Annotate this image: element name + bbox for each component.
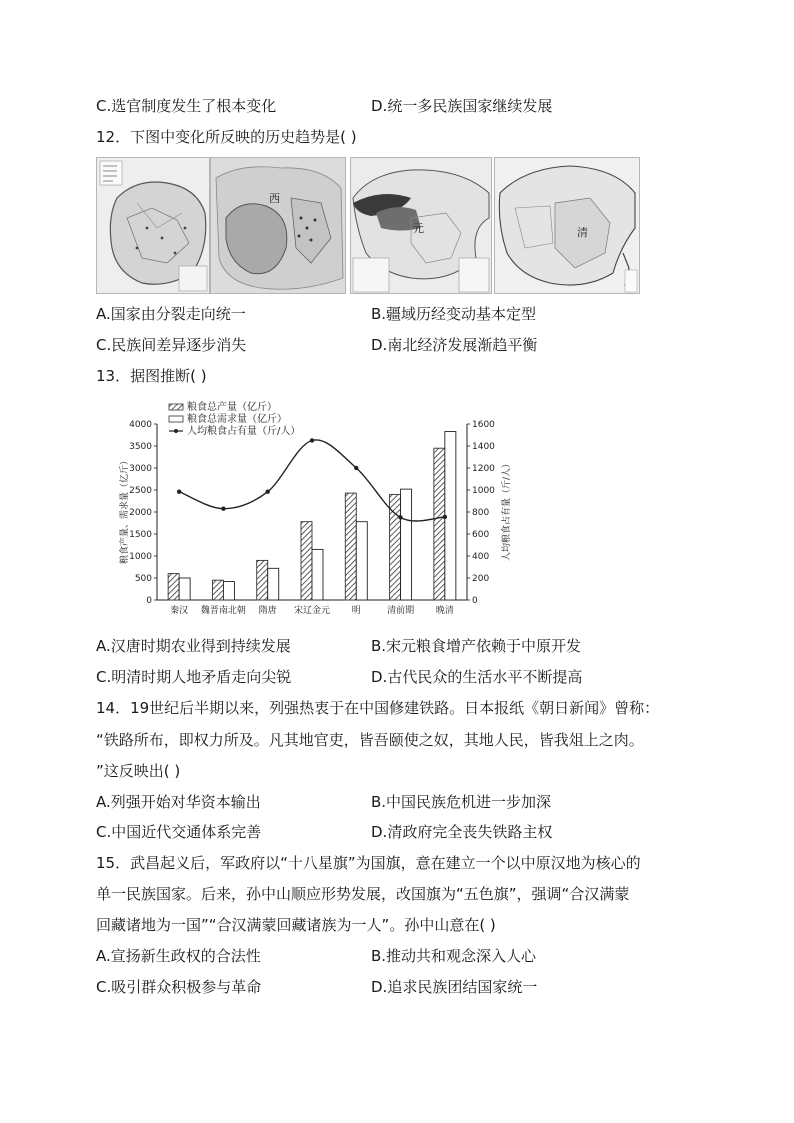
q15-option-a: A.宣扬新生政权的合法性 — [96, 947, 261, 965]
x-tick-label: 宋辽金元 — [293, 606, 331, 616]
y-right-tick-label: 800 — [472, 508, 490, 518]
q14-line-3: ”这反映出( ) — [96, 762, 181, 780]
bar-demand — [312, 549, 323, 600]
per-capita-point — [443, 515, 447, 519]
bar-demand — [268, 568, 279, 600]
bar-demand — [223, 582, 234, 600]
q11-option-d: D.统一多民族国家继续发展 — [371, 97, 553, 115]
y-left-tick-label: 0 — [146, 596, 152, 606]
map-2-label: 西 — [269, 192, 280, 205]
bar-production — [301, 522, 312, 600]
x-tick-label: 魏晋南北朝 — [200, 606, 246, 616]
q13-option-c: C.明清时期人地矛盾走向尖锐 — [96, 668, 292, 686]
y-right-tick-label: 0 — [472, 596, 478, 606]
legend-swatch-demand — [169, 416, 183, 422]
q11-option-c: C.选官制度发生了根本变化 — [96, 97, 277, 115]
q15-option-c: C.吸引群众积极参与革命 — [96, 978, 262, 996]
per-capita-point — [398, 515, 402, 519]
y-axis-left-title: 粮食产量、需求量（亿斤） — [120, 455, 130, 565]
y-left-tick-label: 1000 — [129, 552, 152, 562]
q12-option-c: C.民族间差异逐步消失 — [96, 336, 247, 354]
map-4-qing — [494, 157, 640, 294]
historical-maps-strip — [96, 157, 640, 294]
y-left-tick-label: 2500 — [129, 486, 152, 496]
y-left-tick-label: 4000 — [129, 420, 152, 430]
y-axis-right-title: 人均粮食占有量（斤/人） — [502, 458, 512, 562]
bar-production — [168, 574, 179, 600]
q12-option-a: A.国家由分裂走向统一 — [96, 305, 246, 323]
q15-line-2: 单一民族国家。后来，孙中山顺应形势发展，改国旗为“五色旗”，强调“合汉满蒙 — [96, 885, 630, 903]
y-left-tick-label: 500 — [134, 574, 152, 584]
per-capita-point — [310, 438, 314, 442]
y-left-tick-label: 1500 — [129, 530, 152, 540]
q14-option-b: B.中国民族危机进一步加深 — [371, 793, 552, 811]
plot-area — [129, 420, 495, 616]
q14-line-1: 14．19世纪后半期以来，列强热衷于在中国修建铁路。日本报纸《朝日新闻》曾称： — [96, 699, 660, 717]
bar-production — [434, 448, 445, 600]
q14-line-2: “铁路所布，即权力所及。凡其地官吏，皆吾颐使之奴，其地人民，皆我俎上之肉。 — [96, 731, 644, 749]
per-capita-point — [354, 466, 358, 470]
bar-demand — [401, 489, 412, 600]
chart-legend — [169, 400, 300, 437]
per-capita-point — [177, 489, 181, 493]
map-4-label: 清 — [577, 226, 588, 239]
x-tick-label: 晚清 — [435, 606, 454, 616]
q12-stem: 12．下图中变化所反映的历史趋势是( ) — [96, 128, 357, 146]
per-capita-point — [221, 507, 225, 511]
map-1-han — [96, 157, 210, 294]
q13-option-d: D.古代民众的生活水平不断提高 — [371, 668, 583, 686]
q12-option-d: D.南北经济发展渐趋平衡 — [371, 336, 538, 354]
y-right-tick-label: 1200 — [472, 464, 495, 474]
q13-stem: 13．据图推断( ) — [96, 367, 207, 385]
x-tick-label: 秦汉 — [170, 606, 189, 616]
bar-demand — [356, 522, 367, 600]
per-capita-point — [266, 489, 270, 493]
bar-production — [345, 493, 356, 600]
legend-label-production: 粮食总产量（亿斤） — [187, 402, 277, 413]
y-right-tick-label: 1400 — [472, 442, 495, 452]
q15-line-3: 回藏诸地为一国”“合汉满蒙回藏诸族为一人”。孙中山意在( ) — [96, 916, 496, 934]
bar-demand — [179, 578, 190, 600]
y-right-tick-label: 600 — [472, 530, 490, 540]
q12-option-b: B.疆域历经变动基本定型 — [371, 305, 537, 323]
bar-production — [212, 580, 223, 600]
y-right-tick-label: 200 — [472, 574, 490, 584]
y-left-tick-label: 3500 — [129, 442, 152, 452]
q15-option-b: B.推动共和观念深入人心 — [371, 947, 537, 965]
y-right-tick-label: 400 — [472, 552, 490, 562]
legend-swatch-production — [169, 404, 183, 410]
y-right-tick-label: 1600 — [472, 420, 495, 430]
x-tick-label: 明 — [351, 606, 361, 616]
q13-option-a: A.汉唐时期农业得到持续发展 — [96, 637, 291, 655]
map-3-yuan — [350, 157, 492, 294]
grain-chart — [115, 398, 515, 620]
x-tick-label: 隋唐 — [258, 606, 277, 616]
q14-option-d: D.清政府完全丧失铁路主权 — [371, 823, 553, 841]
map-3-label: 元 — [413, 222, 424, 235]
q15-line-1: 15．武昌起义后，军政府以“十八星旗”为国旗，意在建立一个以中原汉地为核心的 — [96, 854, 641, 872]
map-2-west — [210, 157, 346, 294]
q14-option-a: A.列强开始对华资本输出 — [96, 793, 261, 811]
q14-option-c: C.中国近代交通体系完善 — [96, 823, 262, 841]
bar-production — [257, 560, 268, 600]
legend-label-demand: 粮食总需求量（亿斤） — [187, 414, 287, 425]
q13-option-b: B.宋元粮食增产依赖于中原开发 — [371, 637, 582, 655]
y-left-tick-label: 2000 — [129, 508, 152, 518]
y-left-tick-label: 3000 — [129, 464, 152, 474]
legend-label-per-capita: 人均粮食占有量（斤/人） — [187, 426, 301, 437]
y-right-tick-label: 1000 — [472, 486, 495, 496]
q15-option-d: D.追求民族团结国家统一 — [371, 978, 538, 996]
x-tick-label: 清前期 — [387, 606, 415, 616]
